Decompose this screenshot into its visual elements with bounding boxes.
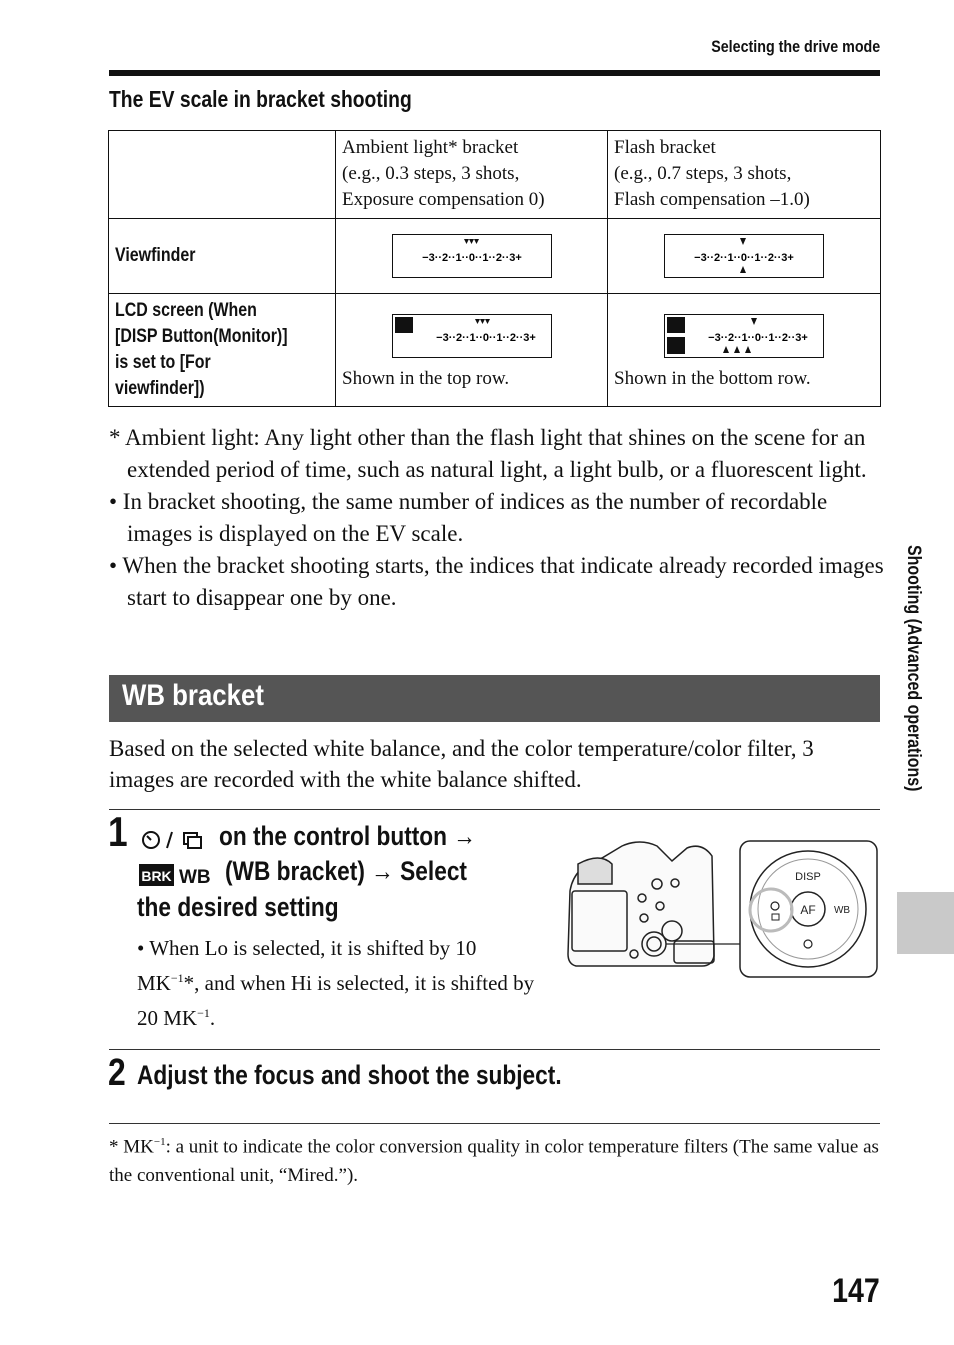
flash-header-line: Flash bracket: [614, 137, 716, 158]
note-item: • In bracket shooting, the same number of indices as the number of recordable images is displayed on the EV scale.: [109, 489, 828, 546]
superscript: −1: [153, 1136, 166, 1148]
disp-label: DISP: [795, 871, 821, 883]
brk-badge: BRK: [141, 868, 172, 884]
flash-header-line: Flash compensation –1.0): [614, 189, 810, 210]
wb-section-body: Based on the selected white balance, and the color temperature/color filter, 3 images are recorded with the white balance shifted.: [109, 736, 814, 792]
step1-line2: (WB bracket) → Select: [225, 856, 467, 886]
ambient-header-line: Exposure compensation 0): [342, 189, 545, 210]
ev-scale-lcd-ambient: [392, 314, 552, 358]
lcd-flash-caption: Shown in the bottom row.: [614, 368, 811, 389]
step-number: 1: [108, 808, 128, 855]
superscript: −1: [170, 971, 184, 985]
camera-control-illustration: [562, 836, 882, 982]
row-label-cell: [109, 294, 336, 407]
footnote-divider: [109, 1123, 880, 1124]
ev-scale-text: −3··2··1··0··1··2··3+: [694, 252, 794, 264]
notes-list: [109, 422, 884, 614]
exposure-comp-icon: [667, 317, 685, 333]
ev-scale-text: −3··2··1··0··1··2··3+: [435, 332, 536, 344]
flash-comp-icon: [667, 337, 685, 354]
step-number: 2: [108, 1052, 126, 1094]
exposure-comp-icon: [395, 317, 413, 333]
running-header: Selecting the drive mode: [710, 37, 880, 56]
camera-body-drawing: [568, 842, 714, 966]
bullet-text: *, and when Hi is selected, it is shifted by 20 MK: [137, 971, 535, 1030]
lcd-ambient-caption: Shown in the top row.: [342, 368, 510, 389]
step1-line1: on the control button →: [219, 821, 477, 851]
flash-header-cell: [608, 131, 881, 219]
viewfinder-label: Viewfinder: [115, 245, 196, 266]
bullet-text: .: [209, 1006, 216, 1030]
ev-scale-text: −3··2··1··0··1··2··3+: [708, 332, 808, 344]
page-number: 147: [832, 1272, 880, 1310]
side-tab-marker: [897, 892, 954, 954]
lcd-label-line: LCD screen (When: [115, 300, 257, 321]
ambient-header-line: (e.g., 0.3 steps, 3 shots,: [342, 163, 520, 184]
step-divider: [109, 809, 880, 810]
row-label-cell: [109, 219, 336, 294]
side-tab-label-wrap: [890, 545, 930, 875]
ambient-header-line: Ambient light* bracket: [342, 137, 519, 158]
side-tab-label: Shooting (Advanced operations): [903, 545, 924, 792]
brk-wb-icon: [139, 862, 215, 888]
wb-section-title: WB bracket: [122, 679, 264, 712]
empty-corner-cell: [109, 131, 336, 219]
lcd-ambient-cell: [336, 294, 608, 407]
step2-text: Adjust the focus and shoot the subject.: [137, 1060, 562, 1090]
ev-scale-viewfinder-ambient: [392, 234, 552, 278]
footnote-text: * MK: [109, 1136, 154, 1158]
ev-scale-table: [108, 130, 881, 407]
superscript: −1: [197, 1006, 210, 1020]
viewfinder-ambient-cell: [336, 219, 608, 294]
bullet-text: • When Lo is selected, it is shifted by 10 MK: [137, 936, 477, 995]
footnote: [109, 1128, 884, 1190]
lcd-flash-cell: [608, 294, 881, 407]
lcd-label-line: viewfinder]): [115, 378, 205, 399]
section-title: The EV scale in bracket shooting: [109, 86, 412, 112]
ev-scale-viewfinder-flash: [664, 234, 824, 278]
lcd-label-line: is set to [For: [115, 352, 211, 373]
ambient-header-cell: [336, 131, 608, 219]
wb-label: WB: [833, 905, 851, 916]
viewfinder-flash-cell: [608, 219, 881, 294]
note-item: * Ambient light: Any light other than the flash light that shines on the scene for an extended period of time, such as natural light, a light bulb, or a fluorescent light.: [109, 425, 867, 482]
step1-bullet: [137, 933, 537, 1033]
flash-header-line: (e.g., 0.7 steps, 3 shots,: [614, 163, 792, 184]
af-label: AF: [800, 903, 816, 917]
step1-line3: the desired setting: [137, 892, 339, 922]
self-timer-drive-icon: [139, 826, 207, 854]
ev-scale-text: −3··2··1··0··1··2··3+: [421, 252, 522, 264]
ev-scale-lcd-flash: [664, 314, 824, 358]
lcd-label-line: [DISP Button(Monitor)]: [115, 326, 288, 347]
wb-badge: WB: [179, 867, 211, 888]
note-item: • When the bracket shooting starts, the indices that indicate already recorded images start to disappear one by one.: [109, 553, 884, 610]
step-divider: [109, 1049, 880, 1050]
footnote-text: : a unit to indicate the color conversion quality in color temperature filters (The same value as the conventional unit, “Mired.”).: [109, 1136, 879, 1187]
top-rule: [109, 70, 880, 76]
